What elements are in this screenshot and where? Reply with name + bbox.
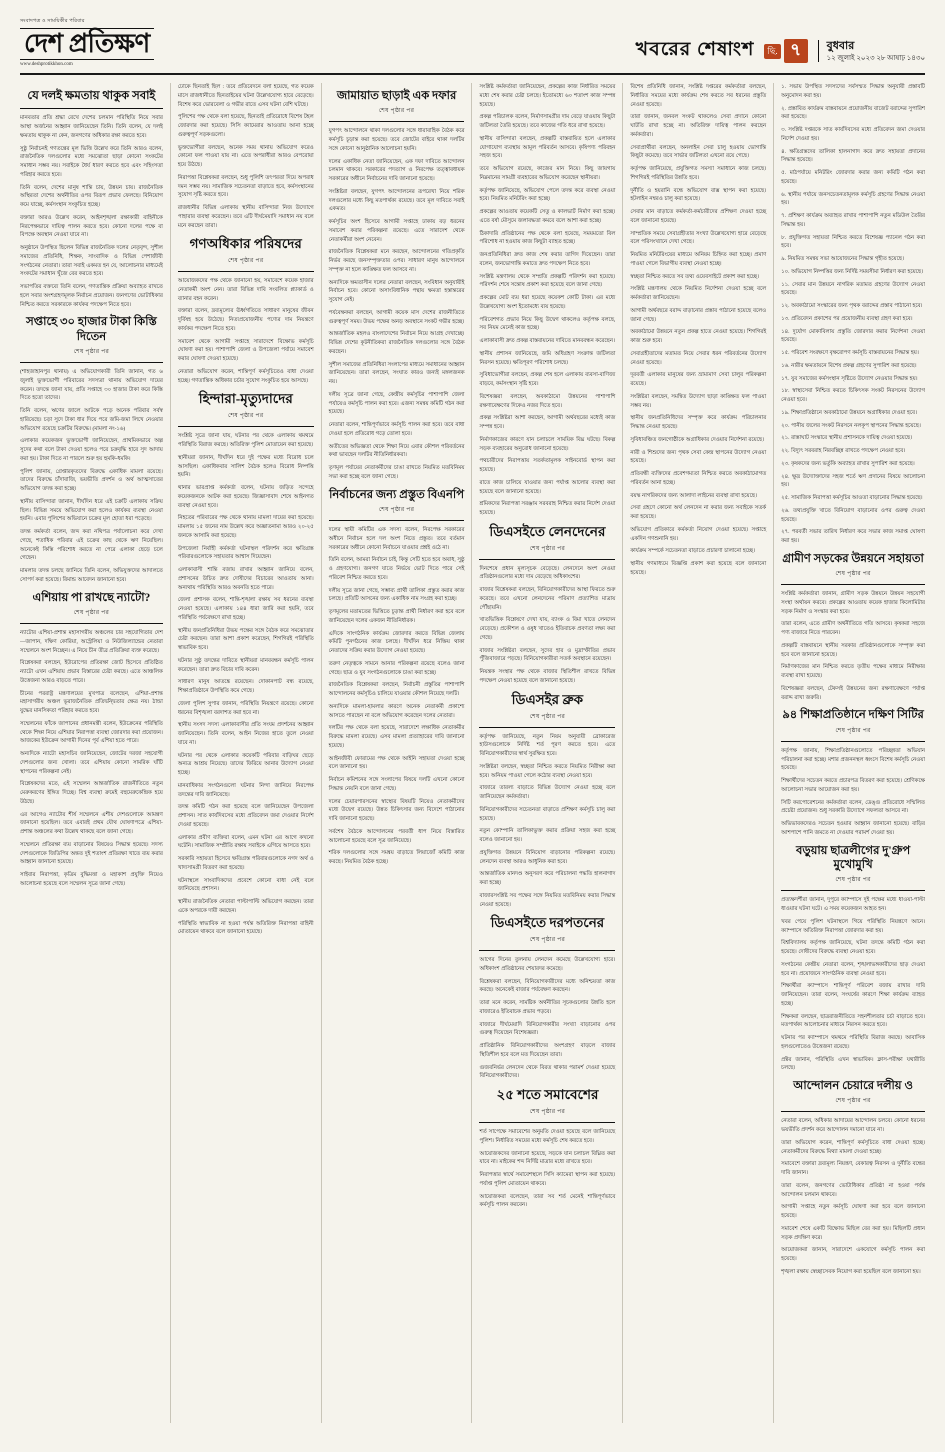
paragraph: সাধারণ মানুষ আতঙ্কে রয়েছেন। দোকানপাট বন্ধ রয়েছে, শিক্ষাপ্রতিষ্ঠানে উপস্থিতি কমে গেছে। [177,679,314,694]
article-body [781,747,925,838]
article-kicker: শেষ পৃষ্ঠার পর [835,877,871,884]
paragraph: সুশীল সমাজের প্রতিনিধিরা সংলাপের মাধ্যমে সমাধানের আহ্বান জানিয়েছেন। তারা বলছেন, সংঘাত কারও জন্যই মঙ্গলজনক নয়। [328,361,465,386]
paragraph: সংশ্লিষ্ট মন্ত্রণালয় থেকে নিয়মিত নির্দেশনা দেওয়া হচ্ছে বলে কর্মকর্তারা জানিয়েছেন। [630,286,767,301]
paragraph: শৃঙ্খলা রক্ষায় স্বেচ্ছাসেবক নিয়োগ করা হয়েছিল বলে জানানো হয়। [781,1268,921,1275]
paragraph: পর্যবেক্ষকরা বলছেন, আগামী কয়েক মাস দেশের রাজনীতিতে গুরুত্বপূর্ণ সময়। উভয় পক্ষের অনড় অবস্থানে সংকট গভীর হচ্ছে। [328,309,465,325]
article-headline[interactable]: বড়ুয়ায় ছাত্রলীগের দু'গ্রুপ মুখোমুখি [795,844,911,871]
article-kicker: শেষ পৃষ্ঠার পর [378,108,415,115]
paragraph: নির্বাচন কমিশনের সঙ্গে সংলাপের বিষয়ে দলটি এখনো কোনো সিদ্ধান্ত নেয়নি বলে জানা গেছে। [328,777,465,792]
paragraph: ঘটনার পর থেকে এলাকার কয়েকটি পরিবার বাড়িঘর ছেড়ে অন্যত্র আশ্রয় নিয়েছে। তাদের ফিরিয়ে আনার উদ্যোগ নেওয়া হচ্ছে। [177,752,314,776]
column [322,83,473,1423]
article-kicker: শেষ পৃষ্ঠার পর [73,349,110,356]
paragraph: তবে অভিযোগ রয়েছে, কাজের মান নিয়ে। কিছু জায়গায় নিম্নমানের সামগ্রী ব্যবহারের অভিযোগ করেছেন স্থানীয়রা। [479,166,616,181]
paragraph: কর্তৃপক্ষ জানিয়েছে, প্রযুক্তিগত সমস্যা সমাধানে কাজ চলছে। শিগগিরই পরিস্থিতির উন্নতি হবে। [630,166,767,181]
paragraph: সুষ্ঠু নির্বাচনই গণতন্ত্রের মূল ভিত্তি উল্লেখ করে তিনি আরও বলেন, রাজনৈতিক দলগুলোর মধ্যে সমঝোতা ছাড়া কোনো সংকটের সমাধান সম্ভব নয়। সবাইকে ধৈর্য ধারণ করতে হবে এবং সহিংসতা পরিহার করতে হবে। [20,145,163,178]
paragraph: সেবাগ্রহীতাদের মতামত নিয়ে সেবার ধরন পরিবর্তনের উদ্যোগ নেওয়া হয়েছে। [630,350,767,366]
paragraph: পরিস্থিতি স্বাভাবিক না হওয়া পর্যন্ত অতিরিক্ত নিরাপত্তা বাহিনী মোতায়েন থাকবে বলে জানানো হয়েছে। [177,920,314,936]
paragraph: অভিযোগ প্রতিকারে কর্মকর্তা নিয়োগ দেওয়া হয়েছে। সপ্তাহে একদিন গণশুনানি হয়। [630,526,767,542]
paragraph: বাজার বিশ্লেষকরা বলছেন, বিনিয়োগকারীদের আস্থা ফিরতে শুরু করেছে। তবে এখনো লেনদেনের পরিমাণ প্রত্যাশিত মাত্রায় পৌঁছায়নি। [479,587,616,611]
paragraph: জেলা পুলিশ সুপার জানান, পরিস্থিতি নিয়ন্ত্রণে রয়েছে। কোনো ধরনের বিশৃঙ্খলা বরদাশত করা হবে না। [177,700,314,716]
paragraph: শিক্ষকরা বলছেন, ছাত্ররাজনীতিতে সহনশীলতার চর্চা বাড়াতে হবে। মতপার্থক্য আলোচনার মাধ্যমে নিরসন করতে হবে। [781,1013,925,1029]
column [171,83,322,1423]
paragraph: এলাকার কয়েকজন ভুক্তভোগী জানিয়েছেন, প্রাথমিকভাবে অল্প সুদের কথা বলে টাকা দেওয়া হলেও পরে চক্রবৃদ্ধি হারে সুদ আদায় করা হয়। টাকা দিতে না পারলে শুরু হয় হুমকি-ধমকি। [20,438,163,462]
article-body [178,277,314,385]
paragraph: এলাকাবাসী শান্তি বজায় রাখার আহ্বান জানিয়ে বলেন, প্রশাসনের উচিত দ্রুত দোষীদের বিচারের আওতায় আনা। অন্যথায় পরিস্থিতি আরও অবনতি হতে পারে। [177,567,314,591]
article-headline[interactable]: ডিএসইতে লেনদেনের [489,523,606,539]
article-body [479,956,615,1081]
paragraph: যুগপৎ আন্দোলনে থাকা দলগুলোর সঙ্গে ধারাবাহিক বৈঠক করে কর্মসূচি চূড়ান্ত করা হয়েছে। তবে জোটের বাইরে থাকা দলটির সঙ্গে কোনো আনুষ্ঠানিক আলোচনা হয়নি। [328,128,465,152]
paragraph: সংগঠনের কেন্দ্রীয় নেতারা বলেন, শৃঙ্খলাভঙ্গকারীদের ছাড় দেওয়া হবে না। প্রয়োজনে সাংগঠনিক ব্যবস্থা নেওয়া হবে। [781,961,925,977]
paragraph: জনপ্রতিনিধিরা দ্রুত কাজ শেষ করার তাগিদ দিয়েছেন। তারা বলেন, জনভোগান্তি কমাতে দ্রুত পদক্ষেপ নিতে হবে। [479,252,616,267]
article-kicker: শেষ পৃষ্ঠার পর [529,713,566,720]
paragraph: কর্তৃপক্ষ জানিয়েছে, অভিযোগ পেলে তদন্ত করে ব্যবস্থা নেওয়া হবে। নিয়মিত মনিটরিং করা হচ্ছে। [479,187,616,203]
article-body [781,590,925,702]
paragraph: দূরবর্তী এলাকার মানুষের জন্য ভ্রাম্যমাণ সেবা চালুর পরিকল্পনা রয়েছে। [630,372,767,387]
paragraph: আয়োজকদের জানানো হয়েছে, সড়কে যান চলাচল বিঘ্নিত করা যাবে না। মাইকের শব্দ নির্দিষ্ট মাত্রার মধ্যে রাখতে হবে। [479,1150,616,1166]
paragraph: থানার ভারপ্রাপ্ত কর্মকর্তা বলেন, ঘটনায় জড়িত সন্দেহে কয়েকজনকে আটক করা হয়েছে। জিজ্ঞাসাবাদ শেষে আইনগত ব্যবস্থা নেওয়া হবে। [177,485,314,509]
paragraph: কর্তৃপক্ষ জানিয়েছে, নতুন নিয়ম অনুযায়ী ব্রোকারেজ হাউসগুলোকে নির্দিষ্ট শর্ত পূরণ করতে হবে। এতে বিনিয়োগকারীদের স্বার্থ সুরক্ষিত হবে। [479,733,616,757]
article-headline[interactable]: সপ্তাহে ৩০ হাজার টাকা কিস্তি দিতেন [26,316,157,343]
numbered-item: ৩. সংশ্লিষ্ট দপ্তরকে সাত কার্যদিবসের মধ্যে প্রতিবেদন জমা দেওয়ার নির্দেশ দেওয়া হয়। [781,127,925,142]
paragraph: ভুক্তভোগীরা বলছেন, অনেক সময় থানায় অভিযোগ করেও কোনো ফল পাওয়া যায় না। এতে অপরাধীরা আরও বেপরোয়া হয়ে উঠছে। [177,144,314,168]
paragraph: পুলিশের পক্ষ থেকে বলা হয়েছে, ছিনতাই প্রতিরোধে বিশেষ টহল জোরদার করা হয়েছে। সিসি ক্যামেরার আওতায় আনা হচ্ছে গুরুত্বপূর্ণ সড়কগুলো। [177,114,314,138]
masthead-right [636,35,925,67]
paragraph: মামলার তদন্ত চলছে জানিয়ে তিনি বলেন, অভিযুক্তদের আদালতে সোপর্দ করা হয়েছে। রিমান্ড আবেদন জানানো হবে। [20,568,163,583]
numbered-item: ৪. ক্ষতিগ্রস্তদের তালিকা হালনাগাদ করে দ্রুত সহায়তা প্রদানের সিদ্ধান্ত হয়েছে। [781,148,925,164]
paragraph: দলীয় সূত্রে জানা গেছে, সম্ভাব্য প্রার্থী তালিকা প্রস্তুত করার কাজ চলছে। প্রতিটি আসনের জন্য একাধিক নাম সংগ্রহ করা হচ্ছে। [328,587,465,603]
column [20,83,171,1423]
section-title: খবরের শেষাংশ [635,39,755,60]
paragraph: স্থানীয় জনপ্রতিনিধিরা উভয় পক্ষের সঙ্গে বৈঠক করে সমঝোতার চেষ্টা করছেন। তারা আশা প্রকাশ করেছেন, শিগগিরই পরিস্থিতি স্বাভাবিক হবে। [177,627,314,651]
article-body [781,1117,925,1276]
numbered-item: ২২. বিদ্যুৎ সরবরাহ নিরবচ্ছিন্ন রাখতে পদক্ষেপ নেওয়া হবে। [781,448,906,454]
paragraph: সংশ্লিষ্ট মন্ত্রণালয় থেকে সম্প্রতি প্রকল্পটি পরিদর্শন করা হয়েছে। পরিদর্শন শেষে সন্তোষ প্রকাশ করা হয়েছে বলে জানা গেছে। [479,273,616,289]
masthead [20,18,925,75]
numbered-item: ১৫. পরিবেশ সংরক্ষণে বৃক্ষরোপণ কর্মসূচি বাস্তবায়নের সিদ্ধান্ত হয়। [781,350,919,356]
paragraph: আন্তর্জাতিক মহলও বাংলাদেশের নির্বাচন নিয়ে আগ্রহ দেখাচ্ছে। বিভিন্ন দেশের কূটনীতিকরা রাজনৈতিক দলগুলোর সঙ্গে বৈঠক করছেন। [328,331,465,355]
article-kicker: শেষ পৃষ্ঠার পর [835,727,871,734]
numbered-item: ২৪. ক্ষুদ্র উদ্যোক্তাদের সহজ শর্তে ঋণ প্রদানের বিষয়ে আলোচনা হয়। [781,473,925,489]
paragraph: দিনশেষে প্রধান মূল্যসূচক বেড়েছে। লেনদেনে অংশ নেওয়া প্রতিষ্ঠানগুলোর মধ্যে দাম বেড়েছে অধিকাংশের। [479,565,616,581]
paragraph: নেতারা বলেন, শান্তিপূর্ণভাবে কর্মসূচি পালন করা হবে। তবে বাধা দেওয়া হলে প্রতিরোধ গড়ে তোলা হবে। [328,422,465,437]
headline-rule [20,623,163,624]
paragraph: প্রকল্প পরিচালক বলেন, নির্মাণসামগ্রীর দাম বেড়ে যাওয়ায় কিছুটা জটিলতা তৈরি হয়েছে। তবে কাজের গতি ধরে রাখা হয়েছে। [479,114,616,129]
headline-rule [20,108,163,109]
paragraph: নেতারা অভিযোগ করেন, শান্তিপূর্ণ কর্মসূচিতেও বাধা দেওয়া হচ্ছে। গণতান্ত্রিক অধিকার চর্চার সুযোগ সংকুচিত হয়ে আসছে। [177,368,314,384]
paragraph: অভিভাবকদেরও সচেতন হওয়ার আহ্বান জানানো হয়েছে। বাড়ির আশপাশে পানি জমতে না দেওয়ার পরামর্শ দেওয়া হয়। [781,821,925,836]
headline-rule [781,741,925,742]
paragraph: নির্মাণকাজের কারণে যান চলাচলে সাময়িক বিঘ্ন ঘটছে। বিকল্প সড়ক ব্যবহারের অনুরোধ জানানো হয়েছে। [479,436,616,452]
paragraph: গুজবনির্ভর লেনদেন থেকে বিরত থাকার পরামর্শ দেওয়া হয়েছে বিনিয়োগকারীদের। [479,1064,616,1080]
paragraph: পথচারীদের নিরাপত্তায় সতর্কতামূলক সাইনবোর্ড স্থাপন করা হয়েছে। [479,458,616,473]
paragraph: অতীতের অভিজ্ঞতা থেকে শিক্ষা নিয়ে এবার কৌশল পরিবর্তনের কথা ভাবছেন দলটির নীতিনির্ধারকরা। [328,443,465,459]
article-body [178,83,314,230]
paragraph: সুবিধাভোগীরা বলছেন, প্রকল্প শেষ হলে এলাকায় ব্যবসা-বাণিজ্য বাড়বে, কর্মসংস্থান সৃষ্টি হবে। [479,372,616,387]
numbered-item: ১৮. স্বাস্থ্যসেবা নিশ্চিত করতে চিকিৎসক সংকট নিরসনের উদ্যোগ নেওয়া হবে। [781,388,925,403]
paragraph: প্রতিবন্ধী ব্যক্তিদের প্রবেশগম্যতা নিশ্চিত করতে অবকাঠামোগত পরিবর্তন আনা হচ্ছে। [630,471,767,486]
paragraph: অনুষ্ঠানে উপস্থিত ছিলেন বিভিন্ন রাজনৈতিক দলের নেতৃবৃন্দ, সুশীল সমাজের প্রতিনিধি, শিক্ষক, সাংবাদিক ও বিভিন্ন পেশাজীবী সংগঠনের নেতারা। তারা সবাই একমত হন যে, আলোচনার মাধ্যমেই সংকটের সমাধান খুঁজে বের করতে হবে। [20,245,163,278]
paragraph: দলের চেয়ারপারসনের স্বাস্থ্যের বিষয়টি নিয়েও নেতাকর্মীদের মধ্যে উদ্বেগ রয়েছে। উন্নত চিকিৎসার জন্য বিদেশে পাঠানোর দাবি জানানো হয়েছে। [328,798,465,822]
headline-rule [479,950,615,951]
paragraph: ঘটনার সুষ্ঠু তদন্তের দাবিতে স্থানীয়রা মানববন্ধন কর্মসূচি পালন করেছেন। তারা দ্রুত বিচার দাবি করেন। [177,657,314,673]
numbered-item: ১২. অবকাঠামো সংস্কারের জন্য পৃথক বরাদ্দের প্রস্তাব পাঠানো হবে। [781,303,923,309]
article-kicker: শেষ পৃষ্ঠার পর [529,937,566,944]
paragraph: কর্তৃপক্ষ জানায়, শিক্ষাপ্রতিষ্ঠানগুলোতে পরিচ্ছন্নতা অভিযান পরিচালনা করা হচ্ছে। মশার প্রজননস্থল ধ্বংসে বিশেষ কর্মসূচি নেওয়া হয়েছে। [781,747,925,772]
article-kicker: শেষ পৃষ্ঠার পর [835,1098,871,1105]
headline-rule [479,1122,615,1123]
paragraph: বাজারে দীর্ঘমেয়াদি বিনিয়োগকারীর সংখ্যা বাড়ানোর ওপর গুরুত্ব দিয়েছেন বিশেষজ্ঞরা। [479,1021,616,1037]
numbered-item: ২৩. কৃষকদের জন্য ভর্তুকি অব্যাহত রাখার সুপারিশ করা হয়েছে। [781,460,915,467]
article-body [20,368,163,585]
numbered-item: ২১. রাস্তাঘাট সংস্কারে স্থানীয় প্রশাসনকে দায়িত্ব দেওয়া হয়েছে। [781,435,913,442]
paragraph: সুবিধাবঞ্চিত জনগোষ্ঠীকে অগ্রাধিকার দেওয়ার নির্দেশনা রয়েছে। [630,436,765,443]
article-headline[interactable]: আন্দোলন চেয়ারে দলীয় ও [793,1080,913,1092]
paragraph: ঠিকাদারি প্রতিষ্ঠানের পক্ষ থেকে বলা হয়েছে, সময়মতো বিল পরিশোধ না হওয়ায় কাজ কিছুটা ব্যাহত হচ্ছে। [479,230,616,246]
paragraph: শ্রমিকদের নিরাপত্তা সরঞ্জাম সরবরাহ নিশ্চিত করার নির্দেশ দেওয়া হয়েছে। [479,501,616,516]
paragraph: উপজেলা নির্বাহী কর্মকর্তা ঘটনাস্থল পরিদর্শন করে ক্ষতিগ্রস্ত পরিবারগুলোকে সহায়তার আশ্বাস দিয়েছেন। [177,545,314,561]
article-body [479,1128,615,1210]
paragraph: সংশ্লিষ্টরা বলছেন, যুগপৎ আন্দোলনের রূপরেখা নিয়ে শরিক দলগুলোর মধ্যে কিছু মতপার্থক্য রয়েছে। তবে মূল দাবিতে সবাই একমত। [328,188,465,213]
article-body [20,114,163,309]
headline-rule [20,362,163,363]
paragraph: রাজনৈতিক বিশ্লেষকরা বলছেন, নির্বাচনী প্রস্তুতির পাশাপাশি আন্দোলনের কর্মসূচিও চালিয়ে যাওয়ার কৌশল নিয়েছে দলটি। [328,682,465,697]
paragraph: স্থানীয় সংসদ সদস্য এলাকাবাসীর প্রতি সংযম প্রদর্শনের আহ্বান জানিয়েছেন। তিনি বলেন, আইন নিজের হাতে তুলে নেওয়া যাবে না। [177,722,314,746]
paragraph: নিয়ন্ত্রক সংস্থার পক্ষ থেকে বাজার স্থিতিশীল রাখতে বিভিন্ন পদক্ষেপ নেওয়া হয়েছে বলে জানানো হয়েছে। [479,669,616,684]
page-number: ৭ [784,39,808,63]
paragraph: সভাপতির বক্তব্যে তিনি বলেন, গণতান্ত্রিক প্রক্রিয়া অব্যাহত রাখতে হলে সবার অংশগ্রহণমূলক নির্বাচন প্রয়োজন। জনগণের ভোটাধিকার নিশ্চিত করতে সরকারকে কার্যকর পদক্ষেপ নিতে হবে। [20,284,163,308]
paragraph: নারী ও শিশুদের জন্য পৃথক সেবা কেন্দ্র স্থাপনের উদ্যোগ নেওয়া হয়েছে। [630,449,767,465]
paragraph: সম্মেলনের ফাঁকে জাপানের প্রধানমন্ত্রী বলেন, ইউক্রেনের পরিস্থিতি থেকে শিক্ষা নিয়ে এশিয়ার নিরাপত্তা ব্যবস্থা জোরদার করা প্রয়োজন। আজকের ইউক্রেন আগামী দিনের পূর্ব এশিয়া হতে পারে। [20,720,163,745]
paragraph: সমাবেশে বক্তারা দ্রব্যমূল্য নিয়ন্ত্রণ, বেকারত্ব নিরসন ও দুর্নীতি বন্ধের দাবি জানান। [781,1161,925,1177]
paragraph: সংশ্লিষ্টরা বলছেন, স্বচ্ছতা নিশ্চিত করতে নিয়মিত নিরীক্ষা করা হবে। অনিয়ম পাওয়া গেলে কঠোর ব্যবস্থা নেওয়া হবে। [479,763,616,779]
paragraph: সমাবেশ শেষে একটি বিক্ষোভ মিছিল বের করা হয়। মিছিলটি প্রধান সড়ক প্রদক্ষিণ করে। [781,1225,925,1241]
paragraph: প্রক্টর জানান, পরিস্থিতি এখন স্বাভাবিক। ক্লাস-পরীক্ষা যথারীতি চলছে। [781,1056,925,1072]
paragraph: এর আগেও ন্যাটোর শীর্ষ সম্মেলনে এশীয় দেশগুলোকে আমন্ত্রণ জানানো হয়েছিল। তবে এবারই প্রথম যৌথ ঘোষণাপত্রে এশিয়া-প্রশান্ত অঞ্চলের কথা উল্লেখ থাকছে বলে জানা গেছে। [20,811,163,835]
paragraph: পুলিশ জানায়, গ্রেপ্তারকৃতদের বিরুদ্ধে একাধিক মামলা রয়েছে। তাদের বিরুদ্ধে চাঁদাবাজি, ভয়ভীতি প্রদর্শন ও অর্থ আত্মসাতের অভিযোগ তদন্ত করা হচ্ছে। [20,468,163,493]
paragraph: স্থানীয় রাজনৈতিক নেতারা পাল্টাপাল্টি অভিযোগ করছেন। তারা একে অপরকে দায়ী করছেন। [177,899,314,914]
paragraph: তারা অভিযোগ করেন, শান্তিপূর্ণ কর্মসূচিতে বাধা দেওয়া হচ্ছে। নেতাকর্মীদের বিরুদ্ধে মিথ্যা মামলা দেওয়া হচ্ছে। [781,1139,925,1155]
columns-container [20,83,925,1423]
paragraph: বাজার সংশ্লিষ্টরা বলছেন, সুদের হার ও মুদ্রাস্ফীতির প্রভাব পুঁজিবাজারে পড়ছে। বিনিয়োগকারীরা সতর্ক অবস্থানে রয়েছেন। [479,647,616,663]
paragraph: বিশ্লেষকদের মতে, এই সম্মেলন আন্তর্জাতিক রাজনীতিতে নতুন মেরুকরণের ইঙ্গিত দিচ্ছে। বিশ্ব ব্যবস্থা ক্রমেই বহুমেরুকেন্দ্রিক হয়ে উঠছে। [20,781,163,805]
paragraph: খাতভিত্তিক বিশ্লেষণে দেখা যায়, ব্যাংক ও বিমা খাতে লেনদেন বেড়েছে। প্রকৌশল ও ওষুধ খাতেও ইতিবাচক প্রবণতা লক্ষ্য করা গেছে। [479,617,616,641]
paragraph: এদিকে সাংগঠনিক কার্যক্রম জোরদার করতে বিভিন্ন জেলায় কমিটি পুনর্গঠনের কাজ চলছে। দীর্ঘদিন ধরে নিষ্ক্রিয় থাকা নেতাদের সক্রিয় করার উদ্যোগ নেওয়া হয়েছে। [328,630,465,654]
paragraph: শরিক দলগুলোর সঙ্গে সমন্বয় বাড়াতে লিয়াজোঁ কমিটি কাজ করছে। নিয়মিত বৈঠক হচ্ছে। [328,850,465,865]
paragraph: প্রত্যক্ষদর্শীরা জানান, দুপুরে ক্যাম্পাসে দুই পক্ষের মধ্যে ধাওয়া-পাল্টা ধাওয়ার ঘটনা ঘটে। এ সময় কয়েকজন আহত হন। [781,897,925,912]
paragraph: তিনি বলেন, দেশের মানুষ শান্তি চায়, উন্নয়ন চায়। রাজনৈতিক অস্থিরতা দেশের অর্থনীতির ওপর বিরূপ প্রভাব ফেলছে। বিনিয়োগ কমে যাচ্ছে, কর্মসংস্থান সংকুচিত হচ্ছে। [20,184,163,209]
paragraph: কার্যক্রম সম্পর্কে সচেতনতা বাড়াতে প্রচারণা চালানো হচ্ছে। [630,548,755,555]
numbered-item: ৭. প্রশিক্ষণ কার্যক্রম অব্যাহত রাখার পাশাপাশি নতুন মডিউল তৈরির সিদ্ধান্ত হয়। [781,213,925,228]
paragraph: সর্বশেষ বৈঠকে আন্দোলনের পরবর্তী ধাপ নিয়ে বিস্তারিত আলোচনা হয়েছে বলে সূত্র জানিয়েছে। [328,828,465,844]
numbered-item: ১৯. শিক্ষাপ্রতিষ্ঠানে অবকাঠামো উন্নয়নে অগ্রাধিকার দেওয়া হবে। [781,409,917,416]
paragraph: আয়োজকদের পক্ষ থেকে জানানো হয়, সমাবেশে কয়েক হাজার নেতাকর্মী অংশ নেন। তারা বিভিন্ন দাবি সংবলিত প্ল্যাকার্ড ও ব্যানার বহন করেন। [177,278,314,302]
paragraph: তিনি বলেন, আমরা নির্বাচন চাই, কিন্তু সেটি হতে হবে অবাধ, সুষ্ঠু ও গ্রহণযোগ্য। জনগণ যাতে নির্ভয়ে ভোট দিতে পারে সেই পরিবেশ নিশ্চিত করতে হবে। [328,557,465,581]
paragraph: এলাকাবাসী দ্রুত প্রকল্প বাস্তবায়নের দাবিতে মানববন্ধন করেছেন। [479,338,615,344]
paragraph: ন্যাটোর এশিয়া-প্রশান্ত মহাসাগরীয় অঞ্চলের চার সহযোগিতার দেশ—জাপান, দক্ষিণ কোরিয়া, অস্ট্রেলিয়া ও নিউজিল্যান্ডের নেতারা সম্মেলনে অংশ নিচ্ছেন। এ নিয়ে চীন তীব্র প্রতিক্রিয়া ব্যক্ত করেছে। [20,630,163,654]
paragraph: রাজধানীর বিভিন্ন এলাকায় স্থানীয় বাসিন্দারা নিজ উদ্যোগে পাহারার ব্যবস্থা করেছেন। তবে এটি দীর্ঘমেয়াদি সমাধান নয় বলে মনে করছেন তারা। [177,205,314,229]
article-kicker: শেষ পৃষ্ঠার পর [378,507,415,513]
paragraph: দলের স্থায়ী কমিটির এক সদস্য বলেন, নিরপেক্ষ সরকারের অধীনে নির্বাচন হলে দল অংশ নিতে প্রস্তুত। তবে বর্তমান সরকারের অধীনে কোনো নির্বাচনে যাওয়ার প্রশ্নই ওঠে না। [328,527,465,551]
article-headline[interactable]: জামায়াত ছাড়াই এক দফার [336,90,457,102]
date-day: বুধবার [826,39,855,52]
numbered-item: ৫. মাঠপর্যায়ে মনিটরিং জোরদার করার জন্য কমিটি গঠন করা হয়েছে। [781,170,925,185]
paragraph: তারা বলেন, এতে গ্রামীণ অর্থনীতিতে গতি আসবে। কৃষকরা সহজে পণ্য বাজারে নিতে পারবেন। [781,621,925,637]
paragraph: সেবা গ্রহণে কোনো অর্থ লেনদেন না করার জন্য সবাইকে সতর্ক করা হয়েছে। [630,505,767,520]
paragraph: শর্ত সাপেক্ষে সমাবেশের অনুমতি দেওয়া হয়েছে বলে জানিয়েছে পুলিশ। নির্ধারিত সময়ের মধ্যে কর্মসূচি শেষ করতে হবে। [479,1129,616,1144]
paragraph: নিয়মিত মনিটরিংয়ের মাধ্যমে অনিয়ম চিহ্নিত করা হচ্ছে। প্রমাণ পাওয়া গেলে বিভাগীয় ব্যবস্থা নেওয়া হচ্ছে। [630,252,767,267]
headline-rule [329,520,465,521]
article-headline[interactable]: গণঅধিকার পরিষদের [189,236,302,252]
paragraph: অন্যদিকে মামলা-হামলার কারণে অনেক নেতাকর্মী প্রকাশ্যে আসতে পারছেন না বলে অভিযোগ করেছেন দলের নেতারা। [328,703,465,719]
paragraph: শিক্ষার্থীদের সচেতন করতে প্রচারপত্র বিতরণ করা হয়েছে। শ্রেণিকক্ষে আলোচনা সভার আয়োজন করা হয়। [781,778,925,793]
article-kicker: শেষ পৃষ্ঠার পর [228,258,264,265]
headline-rule [178,271,314,272]
headline-rule [479,727,615,728]
paragraph: ঘটনার পর ক্যাম্পাসে থমথমে পরিস্থিতি বিরাজ করছে। আবাসিক হলগুলোতেও উত্তেজনা রয়েছে। [781,1035,925,1050]
article-kicker: শেষ পৃষ্ঠার পর [529,1109,566,1115]
numbered-item: ১৭. যুব সমাজের কর্মসংস্থান সৃষ্টিতে উদ্যোগ নেওয়ার সিদ্ধান্ত হয়। [781,375,918,382]
paragraph: সিটি করপোরেশনের কর্মকর্তারা বলেন, ডেঙ্গু প্রতিরোধে সম্মিলিত প্রচেষ্টা প্রয়োজন। শুধু সরকারি উদ্যোগে সফলতা আসবে না। [781,799,925,815]
paragraph: সাইবার নিরাপত্তা, কৃত্রিম বুদ্ধিমত্তা ও মহাকাশ প্রযুক্তি নিয়েও আলোচনা হয়েছে বলে সম্মেলন সূত্রে জানা গেছে। [20,872,163,887]
headline-rule [781,890,925,891]
paragraph: তরুণ নেতৃত্বকে সামনে আনার পরিকল্পনা রয়েছে বলেও জানা গেছে। ছাত্র ও যুব সংগঠনগুলোকে চাঙা করা হচ্ছে। [328,660,465,676]
numbered-item: ২৫. সামাজিক নিরাপত্তা কর্মসূচির আওতা বাড়ানোর সিদ্ধান্ত হয়েছে। [781,495,923,501]
numbered-item: ৮. প্রযুক্তিগত সহায়তা নিশ্চিত করতে বিশেষজ্ঞ প্যানেল গঠন করা হবে। [781,234,925,250]
numbered-item: ১৬. নারীর ক্ষমতায়নে বিশেষ প্রকল্প গ্রহণের সুপারিশ করা হয়েছে। [781,362,917,369]
paragraph: বক্তারা আরও উল্লেখ করেন, আইনশৃঙ্খলা রক্ষাকারী বাহিনীকে নিরপেক্ষভাবে দায়িত্ব পালন করতে হবে। কোনো দলের পক্ষে বা বিপক্ষে অবস্থান নেওয়া যাবে না। [20,214,163,239]
paragraph: বিনিয়োগকারীদের সচেতনতা বাড়াতে প্রশিক্ষণ কর্মসূচি চালু করা হয়েছে। [479,806,616,822]
paragraph: সংশ্লিষ্টরা বলছেন, সমন্বিত উদ্যোগ ছাড়া কাঙ্ক্ষিত ফল পাওয়া সম্ভব নয়। [630,393,767,409]
paragraph: বক্তারা বলেন, দ্রব্যমূল্যের ঊর্ধ্বগতিতে সাধারণ মানুষের জীবন দুর্বিষহ হয়ে উঠেছে। নিত্যপ্রয়োজনীয় পণ্যের দাম নিয়ন্ত্রণে কার্যকর পদক্ষেপ নিতে হবে। [177,308,314,332]
paragraph: সেবাপ্রার্থীরা বলছেন, অনলাইন সেবা চালু হওয়ায় ভোগান্তি কিছুটা কমেছে। তবে সার্ভার জটিলতা এখনো রয়ে গেছে। [630,144,767,160]
numbered-item: ১. সভায় উপস্থিত সদস্যদের সর্বসম্মত সিদ্ধান্ত অনুযায়ী প্রস্তাবটি অনুমোদন করা হয়। [781,84,925,99]
paragraph: আগামী সপ্তাহে নতুন কর্মসূচি ঘোষণা করা হবে বলে জানানো হয়েছে। [781,1204,925,1220]
paragraph: ঢোকে ছিনতাই ছিল : তবে প্রতিবেদনে বলা হয়েছে, গত কয়েক মাসে রাজধানীতে ছিনতাইয়ের ঘটনা উল্লেখযোগ্য হারে বেড়েছে। বিশেষ করে ভোরবেলা ও গভীর রাতে এসব ঘটনা বেশি ঘটছে। [177,84,314,108]
article-body [20,629,163,889]
article-kicker: শেষ পৃষ্ঠার পর [228,413,264,420]
headline-rule [781,1111,925,1112]
numbered-item: ১০. অভিযোগ নিষ্পত্তির জন্য নির্দিষ্ট সময়সীমা নির্ধারণ করা হয়েছে। [781,268,924,275]
article-body [479,565,615,686]
paragraph: রাতে কাজ চালিয়ে যাওয়ার জন্য পর্যাপ্ত আলোর ব্যবস্থা করা হয়েছে বলে জানানো হয়েছে। [479,479,616,495]
paragraph: স্থানীয় জনপ্রতিনিধিদের সম্পৃক্ত করে কার্যক্রম পরিচালনার সিদ্ধান্ত নেওয়া হয়েছে। [630,415,767,430]
paragraph: মানবাধিকার সংগঠনগুলো ঘটনার নিন্দা জানিয়ে নিরপেক্ষ তদন্তের দাবি জানিয়েছে। [177,782,314,798]
paragraph: পরিবেশগত প্রভাব নিয়ে কিছু উদ্বেগ থাকলেও কর্তৃপক্ষ বলছে, সব নিয়ম মেনেই কাজ হচ্ছে। [479,316,616,332]
article-headline[interactable]: ৯৪ শিক্ষাপ্রতিষ্ঠানে দক্ষিণ সিটির [782,709,924,722]
paragraph: মানবতার প্রতি শ্রদ্ধা রেখে দেশের চলমান পরিস্থিতি নিয়ে সবার আস্থা অর্জনের আহ্বান জানিয়েছেন তিনি। তিনি বলেন, যে দলই ক্ষমতায় থাকুক না কেন, জনগণের অধিকার রক্ষা করতে হবে। [20,115,163,139]
numbered-item: ২৭. পরবর্তী সভার তারিখ নির্ধারণ করে সভার কাজ সমাপ্ত ঘোষণা করা হয়। [781,529,925,544]
paragraph: কর্মসূচির অংশ হিসেবে আগামী সপ্তাহে ঢাকায় বড় ধরনের সমাবেশ করার পরিকল্পনা রয়েছে। এতে সারাদেশ থেকে নেতাকর্মীরা অংশ নেবেন। [328,219,465,243]
paragraph: স্বচ্ছতা নিশ্চিত করতে সব তথ্য ওয়েবসাইটে প্রকাশ করা হচ্ছে। [630,273,759,280]
paragraph: প্রকল্পের আওতায় কয়েকটি সেতু ও কালভার্ট নির্মাণ করা হচ্ছে। এতে বর্ষা মৌসুমে জলাবদ্ধতা কমবে বলে আশা করা হচ্ছে। [479,209,616,224]
paragraph: অন্যদিকে ন্যাটো মহাসচিব জানিয়েছেন, জোটের দরজা সহযোগী দেশগুলোর জন্য খোলা। তবে এশিয়ায় কোনো সামরিক ঘাঁটি স্থাপনের পরিকল্পনা নেই। [20,751,163,775]
paragraph: প্রাতিষ্ঠানিক বিনিয়োগকারীদের অংশগ্রহণ বাড়লে বাজার স্থিতিশীল হবে বলে মত দিয়েছেন তারা। [479,1043,616,1058]
paragraph: (শাহজাহানপুর থানায়) এ অভিযোগকারী তিনি জানান, গত ৬ জুলাই ভুক্তভোগী পরিবারের সদস্যরা থানায় অভিযোগ দায়ের করেন। তদন্তে জানা যায়, প্রতি সপ্তাহে ৩০ হাজার টাকা করে কিস্তি দিতে হতো তাদের। [20,369,163,402]
numbered-item: ৬. স্থানীয় পর্যায়ে জনসচেতনতামূলক কর্মসূচি গ্রহণের সিদ্ধান্ত নেওয়া হয়। [781,191,925,207]
paragraph: দলীয় সূত্রে জানা গেছে, কেন্দ্রীয় কর্মসূচির পাশাপাশি জেলা পর্যায়েও কর্মসূচি পালন করা হবে। এজন্য সমন্বয় কমিটি গঠন করা হয়েছে। [328,391,465,416]
paragraph: রাজনৈতিক বিশ্লেষকরা মনে করছেন, আন্দোলনের গতিপ্রকৃতি নির্ভর করছে জনসম্পৃক্ততার ওপর। সাধারণ মানুষ আন্দোলনে সম্পৃক্ত না হলে কাঙ্ক্ষিত ফল আসবে না। [328,249,465,273]
column [774,83,925,1423]
article-headline[interactable]: যে দলই ক্ষমতায় থাকুক সবাই [27,90,156,102]
paragraph: তৃণমূলের মতামতের ভিত্তিতে চূড়ান্ত প্রার্থী নির্ধারণ করা হবে বলে জানিয়েছেন দলের একজন নীতিনির্ধারক। [328,609,465,624]
headline-rule [178,426,314,427]
numbered-item: ২. প্রস্তাবিত কার্যক্রম বাস্তবায়নে প্রয়োজনীয় বাজেট বরাদ্দের সুপারিশ করা হয়েছে। [781,105,925,121]
headline-rule [329,121,465,122]
paragraph: বাজারে তারল্য বাড়াতে বিভিন্ন উদ্যোগ নেওয়া হচ্ছে বলে জানিয়েছেন কর্মকর্তারা। [479,785,616,800]
paragraph: আয়োজকরা বলেছেন, তারা সব শর্ত মেনেই শান্তিপূর্ণভাবে কর্মসূচি পালন করবেন। [479,1193,616,1209]
paragraph: বাজারসংশ্লিষ্ট সব পক্ষের সঙ্গে নিয়মিত মতবিনিময় করার সিদ্ধান্ত নেওয়া হয়েছে। [479,892,616,908]
article-headline[interactable]: ২৫ শতে সমাবেশের [496,1087,599,1103]
paragraph: তারা বলেন, জনগণের ভোটাধিকার প্রতিষ্ঠা না হওয়া পর্যন্ত আন্দোলন চলমান থাকবে। [781,1182,925,1198]
numbered-item: ১১. সেবার মান উন্নয়নে নাগরিক মতামত গ্রহণের উদ্যোগ নেওয়া হয়েছে। [781,281,925,297]
paragraph: বয়স্ক নাগরিকদের জন্য আলাদা লাইনের ব্যবস্থা রাখা হয়েছে। [630,492,757,499]
paragraph: তারা মনে করেন, সামষ্টিক অর্থনীতির সূচকগুলোর উন্নতি হলে বাজারেও ইতিবাচক প্রভাব পড়বে। [479,1000,616,1015]
paragraph: আগামী অর্থবছরে বরাদ্দ বাড়ানোর প্রস্তাব পাঠানো হয়েছে বলেও জানা গেছে। [630,307,767,323]
paragraph: সমাবেশ থেকে আগামী সপ্তাহে সারাদেশে বিক্ষোভ কর্মসূচি ঘোষণা করা হয়। পাশাপাশি জেলা ও উপজেলা পর্যায়ে সমাবেশ করার ঘোষণা দেওয়া হয়েছে। [177,338,314,363]
article-kicker: শেষ পৃষ্ঠার পর [529,545,566,552]
paragraph: সংশ্লিষ্ট সূত্রে জানা যায়, ঘটনার পর থেকে এলাকায় থমথমে পরিস্থিতি বিরাজ করছে। অতিরিক্ত পুলিশ মোতায়েন করা হয়েছে। [177,433,314,448]
paragraph: নতুন কোম্পানি তালিকাভুক্ত করার প্রক্রিয়া সহজ করা হচ্ছে বলেও জানানো হয়। [479,828,616,843]
paragraph: নিরাপত্তার স্বার্থে সমাবেশস্থলে সিসি ক্যামেরা স্থাপন করা হয়েছে। পর্যাপ্ত পুলিশ মোতায়েন থাকবে। [479,1172,616,1187]
article-headline[interactable]: গ্রামীণ সড়কের উন্নয়নে সহায়তা [782,552,924,565]
logo-block [20,18,154,67]
paragraph: স্থানীয় বাসিন্দারা বলছেন, প্রকল্পটি বাস্তবায়িত হলে এলাকার যোগাযোগ ব্যবস্থায় আমূল পরিবর্তন আসবে। কৃষিপণ্য পরিবহন সহজ হবে। [479,135,616,160]
badge-mark: ছি. [764,44,780,59]
article-body [479,83,615,518]
paragraph: আইনজীবী ফোরামের পক্ষ থেকে আইনি সহায়তা দেওয়া হচ্ছে বলে জানানো হয়। [328,755,465,771]
paragraph: এলাকার প্রবীণ ব্যক্তিরা বলেন, এমন ঘটনা এর আগে কখনো ঘটেনি। সামাজিক সম্প্রীতি রক্ষায় সবাইকে এগিয়ে আসতে হবে। [177,834,314,850]
paragraph: ঘটনাস্থলে সাংবাদিকদের প্রবেশে কোনো বাধা নেই বলে জানিয়েছে প্রশাসন। [177,877,314,893]
paragraph: আয়োজকরা জানান, সারাদেশে একযোগে কর্মসূচি পালন করা হয়েছে। [781,1247,925,1263]
article-body [781,896,925,1073]
paragraph: তদন্ত কর্মকর্তা বলেন, জব্দ করা নথিপত্র পর্যালোচনা করে দেখা গেছে, শতাধিক পরিবার এই চক্রের কাছ থেকে ঋণ নিয়েছিল। অনেকেই কিস্তি পরিশোধ করতে না পেরে এলাকা ছেড়ে চলে গেছেন। [20,529,163,562]
paragraph: নিহতের পরিবারের পক্ষ থেকে থানায় মামলা দায়ের করা হয়েছে। মামলায় ১৫ জনের নাম উল্লেখ করে অজ্ঞাতনামা আরও ২০-২৫ জনকে আসামি করা হয়েছে। [177,515,314,539]
numbered-item: ৯. নিয়মিত সমন্বয় সভা আয়োজনের সিদ্ধান্ত গৃহীত হয়েছে। [781,256,904,262]
paragraph: সংশ্লিষ্ট কর্মকর্তারা জানান, গ্রামীণ সড়ক উন্নয়নে উন্নয়ন সহযোগী সংস্থা অর্থায়ন করবে। প্রকল্পের আওতায় কয়েক হাজার কিলোমিটার সড়ক নির্মাণ ও সংস্কার করা হবে। [781,591,925,615]
paragraph: সেবার মান বাড়াতে কর্মকর্তা-কর্মচারীদের প্রশিক্ষণ দেওয়া হচ্ছে বলে জানানো হয়েছে। [630,209,767,224]
numbered-item: ২৬. তথ্যপ্রযুক্তি খাতে বিনিয়োগ বাড়ানোর ওপর গুরুত্ব দেওয়া হয়েছে। [781,507,925,523]
paragraph: বিশ্লেষকরা বলছেন, ইউরোপের প্রতিরক্ষা জোট হিসেবে প্রতিষ্ঠিত ন্যাটো এখন এশিয়ায় প্রভাব বিস্তারের চেষ্টা করছে। এতে আঞ্চলিক উত্তেজনা আরও বাড়তে পারে। [20,660,163,684]
numbered-item: ১৩. প্রতিবেদন প্রকাশের পর প্রয়োজনীয় ব্যবস্থা গ্রহণ করা হবে। [781,315,913,322]
paragraph: তিনি বলেন, ঋণের জালে আটকে পড়ে অনেক পরিবার সর্বস্ব হারিয়েছে। চড়া সুদে টাকা ধার দিয়ে পরে জমি-জমা লিখে নেওয়ার অভিযোগ রয়েছে চক্রটির বিরুদ্ধে। (মামলা নং-১৬) [20,408,163,432]
paragraph: খবর পেয়ে পুলিশ ঘটনাস্থলে গিয়ে পরিস্থিতি নিয়ন্ত্রণে আনে। ক্যাম্পাসে অতিরিক্ত নিরাপত্তা জোরদার করা হয়। [781,918,925,934]
paragraph: অবকাঠামো উন্নয়নে নতুন প্রকল্প হাতে নেওয়া হয়েছে। শিগগিরই কাজ শুরু হবে। [630,329,767,344]
article-body [781,83,925,546]
paragraph: আগের দিনের তুলনায় লেনদেন কমেছে উল্লেখযোগ্য হারে। অধিকাংশ প্রতিষ্ঠানের শেয়ারদর কমেছে। [479,957,616,972]
column [472,83,623,1423]
paragraph: আন্তর্জাতিক মানদণ্ড অনুসরণ করে পরিচালনা পদ্ধতি হালনাগাদ করা হচ্ছে। [479,871,616,886]
article-headline[interactable]: নির্বাচনের জন্য প্রস্তুত বিএনপি [329,488,465,501]
paragraph: নেতারা বলেন, অধিকার আদায়ের আন্দোলন চলবে। কোনো ধরনের ভয়ভীতি প্রদর্শন করে আন্দোলন দমানো যাবে না। [781,1118,925,1134]
newspaper-logo: দেশ প্রতিক্ষণ [20,28,154,60]
paragraph: দলের একাধিক নেতা জানিয়েছেন, এক দফা দাবিতে আন্দোলন চলমান থাকবে। সরকারের পদত্যাগ ও নিরপেক্ষ তত্ত্বাবধায়ক সরকারের অধীনে নির্বাচনের দাবি জানানো হয়েছে। [328,158,465,183]
article-headline[interactable]: এশিয়ায় পা রাখছে ন্যাটো? [32,591,151,604]
paragraph: স্থানীয় বাসিন্দারা জানান, দীর্ঘদিন ধরে এই চক্রটি এলাকায় সক্রিয় ছিল। বিভিন্ন সময়ে অভিযোগ করা হলেও কার্যকর ব্যবস্থা নেওয়া হয়নি। এবার পুলিশের অভিযানে চক্রের মূল হোতা ধরা পড়েছে। [20,498,163,523]
paragraph: বিশেষ প্রতিনিধি জানান, সংশ্লিষ্ট দপ্তরের কর্মকর্তারা বলছেন, নির্ধারিত সময়ের মধ্যে কার্যক্রম শেষ করতে সব ধরনের প্রস্তুতি নেওয়া হয়েছে। [630,84,767,108]
article-body [178,432,314,937]
article-kicker: শেষ পৃষ্ঠার পর [73,610,110,616]
paragraph: সাম্প্রতিক সময়ে সেবাগ্রহীতার সংখ্যা উল্লেখযোগ্য হারে বেড়েছে বলে পরিসংখ্যানে দেখা গেছে। [630,230,767,246]
paragraph: নির্মাণকাজের মান নিশ্চিত করতে তৃতীয় পক্ষের মাধ্যমে নিরীক্ষার ব্যবস্থা রাখা হয়েছে। [781,664,925,680]
page-badge [764,39,807,63]
paragraph: স্থানীয় প্রশাসন জানিয়েছে, জমি অধিগ্রহণ সংক্রান্ত জটিলতা নিরসন হয়েছে। ক্ষতিপূরণ পরিশোধ চলছে। [479,350,616,366]
paragraph: বিশেষজ্ঞরা বলছেন, টেকসই উন্নয়নের জন্য রক্ষণাবেক্ষণে পর্যাপ্ত বরাদ্দ রাখা জরুরি। [781,685,925,701]
article-body [630,83,766,578]
article-body [329,127,465,481]
paragraph: দলটির পক্ষ থেকে বলা হয়েছে, সারাদেশে লক্ষাধিক নেতাকর্মীর বিরুদ্ধে মামলা রয়েছে। এসব মামলা প্রত্যাহারের দাবি জানানো হয়েছে। [328,725,465,749]
paragraph: সরকারি সহায়তা হিসেবে ক্ষতিগ্রস্ত পরিবারগুলোকে নগদ অর্থ ও খাদ্যসামগ্রী বিতরণ করা হয়েছে। [177,856,314,871]
paragraph: সম্মেলনে প্রতিরক্ষা ব্যয় বাড়ানোর বিষয়েও সিদ্ধান্ত হয়েছে। সদস্য দেশগুলোকে জিডিপির অন্তত দুই শতাংশ প্রতিরক্ষা খাতে ব্যয় করার আহ্বান জানানো হয়েছে। [20,841,163,866]
article-headline[interactable]: ডিএসইর ব্রুক [511,691,584,707]
paragraph: দুর্নীতি ও হয়রানি বন্ধে অভিযোগ বাক্স স্থাপন করা হয়েছে। হটলাইন নম্বরও চালু করা হয়েছে। [630,187,767,203]
paragraph: স্থানীয় গণমাধ্যমে বিজ্ঞপ্তি প্রকাশ করা হয়েছে বলে জানানো হয়েছে। [630,561,767,576]
date-full: ১২ জুলাই ২০২৩ ২৮ আষাঢ় ১৪৩০ [826,53,925,62]
paragraph: প্রযুক্তিগত উন্নয়নে বিনিয়োগ বাড়ানোর পরিকল্পনা রয়েছে। লেনদেন ব্যবস্থা আরও আধুনিক করা হবে। [479,849,616,865]
paragraph: তদন্ত কমিটি গঠন করা হয়েছে বলে জানিয়েছেন উপজেলা প্রশাসন। সাত কার্যদিবসের মধ্যে প্রতিবেদন জমা দেওয়ার নির্দেশ দেওয়া হয়েছে। [177,804,314,828]
article-kicker: শেষ পৃষ্ঠার পর [835,571,871,578]
numbered-item: ২০. পানীয় জলের সংকট নিরসনে নলকূপ স্থাপনের সিদ্ধান্ত হয়েছে। [781,422,921,429]
logo-website: www.deshprotikkhon.com [20,62,73,67]
paragraph: সংশ্লিষ্ট কর্মকর্তারা জানিয়েছেন, প্রকল্পের কাজ নির্ধারিত সময়ের মধ্যে শেষ করার চেষ্টা চলছে। ইতোমধ্যে ৬০ শতাংশ কাজ সম্পন্ন হয়েছে। [479,84,616,108]
paragraph: স্থানীয়রা জানান, দীর্ঘদিন ধরে দুই পক্ষের মধ্যে বিরোধ চলে আসছিল। একাধিকবার সালিশ বৈঠক হলেও বিরোধ নিষ্পত্তি হয়নি। [177,454,314,479]
article-body [479,733,615,910]
paragraph: প্রকল্প সংশ্লিষ্টরা আশা করছেন, আগামী অর্থবছরের মধ্যেই কাজ সম্পন্ন হবে। [479,415,616,430]
article-headline[interactable]: হিন্দারা-মৃত্যুদাদের [198,391,293,407]
article-headline[interactable]: ডিএসইতে দরপতনের [490,915,605,931]
paragraph: প্রকল্পের মোট ব্যয় ধরা হয়েছে কয়েকশ কোটি টাকা। এর মধ্যে উল্লেখযোগ্য অংশ ইতোমধ্যে ব্যয় হয়েছে। [479,295,616,310]
paragraph: তৃণমূল পর্যায়ের নেতাকর্মীদের চাঙা রাখতে নিয়মিত মতবিনিময় সভা করা হচ্ছে বলে জানা গেছে। [328,465,465,480]
paragraph: প্রকল্পটি বাস্তবায়নে স্থানীয় সরকার প্রতিষ্ঠানগুলোকে সম্পৃক্ত করা হবে বলে জানানো হয়েছে। [781,642,925,658]
logo-tagline: সংবাদপত্র ও সাময়িকীর পরিবার [20,19,85,24]
paragraph: বিশ্ববিদ্যালয় কর্তৃপক্ষ জানিয়েছে, ঘটনা তদন্তে কমিটি গঠন করা হয়েছে। দোষীদের বিরুদ্ধে ব্যবস্থা নেওয়া হবে। [781,940,925,955]
paragraph: শিক্ষার্থীরা ক্যাম্পাসে শান্তিপূর্ণ পরিবেশ বজায় রাখার দাবি জানিয়েছেন। তারা বলেন, সংঘর্ষের কারণে শিক্ষা কার্যক্রম ব্যাহত হচ্ছে। [781,983,925,1007]
column [623,83,774,1423]
headline-rule [479,559,615,560]
paragraph: বিশ্লেষকরা বলছেন, বিনিয়োগকারীদের মধ্যে অনিশ্চয়তা কাজ করছে। অনেকেই বাজার পর্যবেক্ষণ করছেন। [479,978,616,994]
paragraph: অন্যদিকে ক্ষমতাসীন দলের নেতারা বলছেন, সংবিধান অনুযায়ীই নির্বাচন হবে। কোনো অসাংবিধানিক পন্থায় ক্ষমতা হস্তান্তরের সুযোগ নেই। [328,279,465,304]
paragraph: বিশেষজ্ঞরা বলছেন, অবকাঠামো উন্নয়নের পাশাপাশি রক্ষণাবেক্ষণের দিকেও নজর দিতে হবে। [479,393,616,409]
headline-rule [781,584,925,585]
paragraph: জেলা প্রশাসক বলেন, শান্তি-শৃঙ্খলা রক্ষায় সব ধরনের ব্যবস্থা নেওয়া হয়েছে। এলাকায় ১৪৪ ধারা জারি করা হয়নি, তবে পরিস্থিতি পর্যবেক্ষণে রাখা হচ্ছে। [177,597,314,621]
paragraph: তারা জানান, জনবল সংকট থাকলেও সেবা প্রদানে কোনো ঘাটতি রাখা হচ্ছে না। অতিরিক্ত দায়িত্ব পালন করছেন কর্মকর্তারা। [630,114,767,138]
date-block [818,40,925,63]
paragraph: চীনের পররাষ্ট্র মন্ত্রণালয়ের মুখপাত্র বলেছেন, এশিয়া-প্রশান্ত মহাসাগরীয় অঞ্চল ভূরাজনৈতিক প্রতিদ্বন্দ্বিতার ক্ষেত্র নয়। ঠান্ডা যুদ্ধের মানসিকতা পরিহার করতে হবে। [20,690,163,714]
numbered-item: ১৪. দুর্যোগ মোকাবিলায় প্রস্তুতি জোরদার করার নির্দেশনা দেওয়া হয়েছে। [781,328,925,344]
article-body [329,526,465,867]
paragraph: নিরাপত্তা বিশ্লেষকরা বলছেন, শুধু পুলিশি তৎপরতা দিয়ে অপরাধ দমন সম্ভব নয়। সামাজিক সচেতনতা বাড়াতে হবে, কর্মসংস্থানের সুযোগ সৃষ্টি করতে হবে। [177,174,314,199]
